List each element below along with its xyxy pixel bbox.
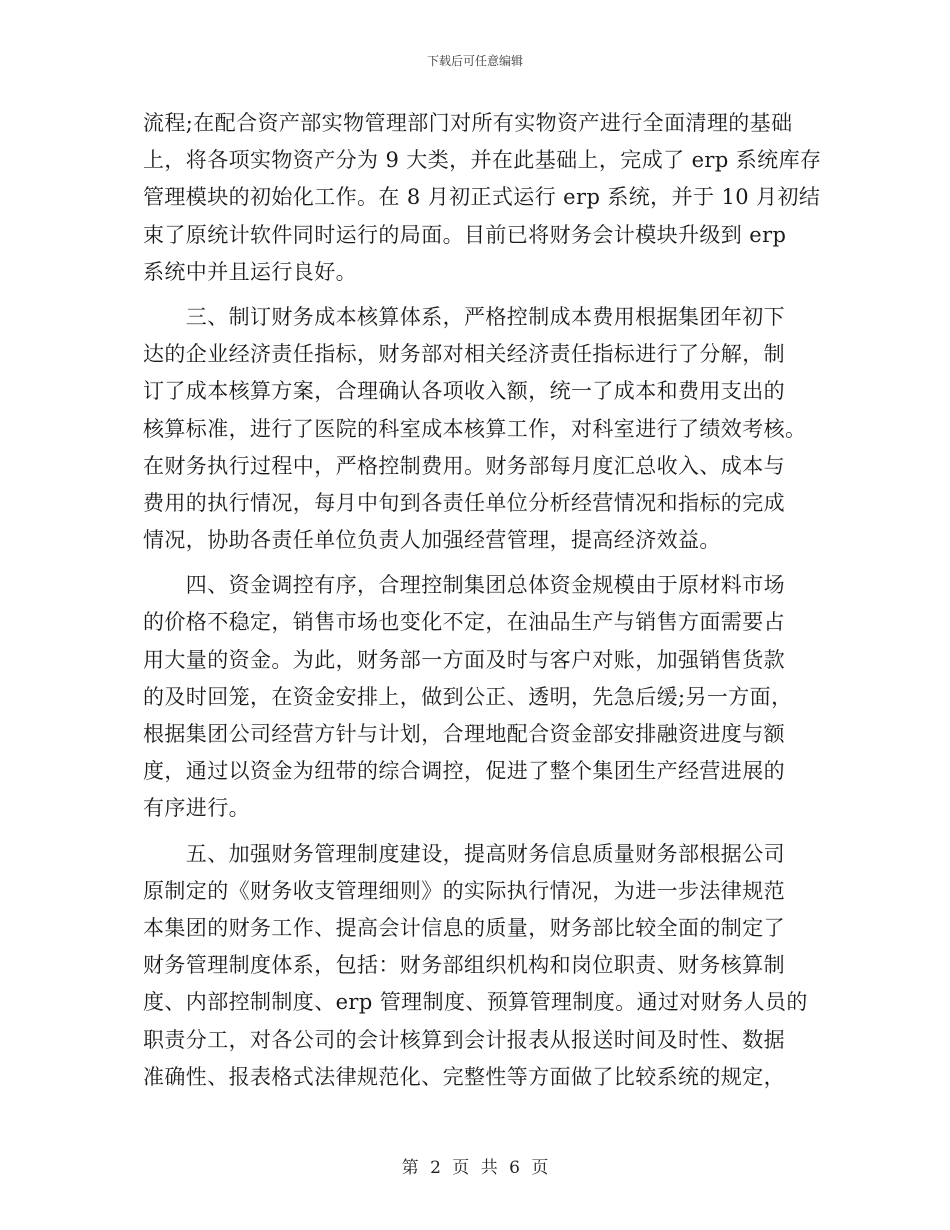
text-line: 管理模块的初始化工作。在 8 月初正式运行 erp 系统，并于 10 月初结 bbox=[143, 185, 821, 210]
document-body bbox=[143, 105, 822, 1096]
paragraph bbox=[143, 105, 822, 291]
page-number-footer: 第 2 页 共 6 页 bbox=[401, 1158, 549, 1178]
text-line: 三、制订财务成本核算体系，严格控制成本费用根据集团年初下 bbox=[143, 304, 785, 329]
text-line: 系统中并且运行良好。 bbox=[143, 259, 357, 284]
paragraph bbox=[143, 299, 811, 559]
text-line: 情况，协助各责任单位负责人加强经营管理，提高经济效益。 bbox=[143, 528, 721, 553]
text-line: 本集团的财务工作、提高会计信息的质量，财务部比较全面的制定了 bbox=[143, 915, 785, 940]
text-line: 五、加强财务管理制度建设，提高财务信息质量财务部根据公司 bbox=[143, 841, 785, 866]
text-line: 有序进行。 bbox=[143, 796, 250, 821]
text-line: 的及时回笼，在资金安排上，做到公正、透明，先急后缓;另一方面， bbox=[143, 684, 793, 709]
text-line: 的价格不稳定，销售市场也变化不定，在油品生产与销售方面需要占 bbox=[143, 610, 785, 635]
text-line: 上，将各项实物资产分为 9 大类，并在此基础上，完成了 erp 系统库存 bbox=[143, 148, 822, 173]
paragraph bbox=[143, 836, 811, 1096]
text-line: 费用的执行情况，每月中旬到各责任单位分析经营情况和指标的完成 bbox=[143, 490, 785, 515]
paragraph bbox=[143, 567, 811, 827]
text-line: 度，通过以资金为纽带的综合调控，促进了整个集团生产经营进展的 bbox=[143, 759, 785, 784]
text-line: 准确性、报表格式法律规范化、完整性等方面做了比较系统的规定， bbox=[143, 1064, 785, 1089]
text-line: 度、内部控制制度、erp 管理制度、预算管理制度。通过对财务人员的 bbox=[143, 990, 808, 1015]
text-line: 财务管理制度体系，包括：财务部组织机构和岗位职责、财务核算制 bbox=[143, 953, 785, 978]
page-header: 下载后可任意编辑 bbox=[426, 54, 523, 68]
text-line: 四、资金调控有序，合理控制集团总体资金规模由于原材料市场 bbox=[143, 573, 785, 598]
text-line: 束了原统计软件同时运行的局面。目前已将财务会计模块升级到 erp bbox=[143, 222, 787, 247]
text-line: 在财务执行过程中，严格控制费用。财务部每月度汇总收入、成本与 bbox=[143, 453, 785, 478]
text-line: 原制定的《财务收支管理细则》的实际执行情况，为进一步法律规范 bbox=[143, 878, 785, 903]
text-line: 核算标准，进行了医院的科室成本核算工作，对科室进行了绩效考核。 bbox=[143, 416, 807, 441]
text-line: 订了成本核算方案，合理确认各项收入额，统一了成本和费用支出的 bbox=[143, 379, 785, 404]
text-line: 达的企业经济责任指标，财务部对相关经济责任指标进行了分解，制 bbox=[143, 342, 785, 367]
text-line: 用大量的资金。为此，财务部一方面及时与客户对账，加强销售货款 bbox=[143, 647, 785, 672]
text-line: 流程;在配合资产部实物管理部门对所有实物资产进行全面清理的基础 bbox=[143, 111, 793, 135]
text-line: 根据集团公司经营方针与计划，合理地配合资金部安排融资进度与额 bbox=[143, 722, 785, 746]
text-line: 职责分工，对各公司的会计核算到会计报表从报送时间及时性、数据 bbox=[143, 1027, 785, 1052]
